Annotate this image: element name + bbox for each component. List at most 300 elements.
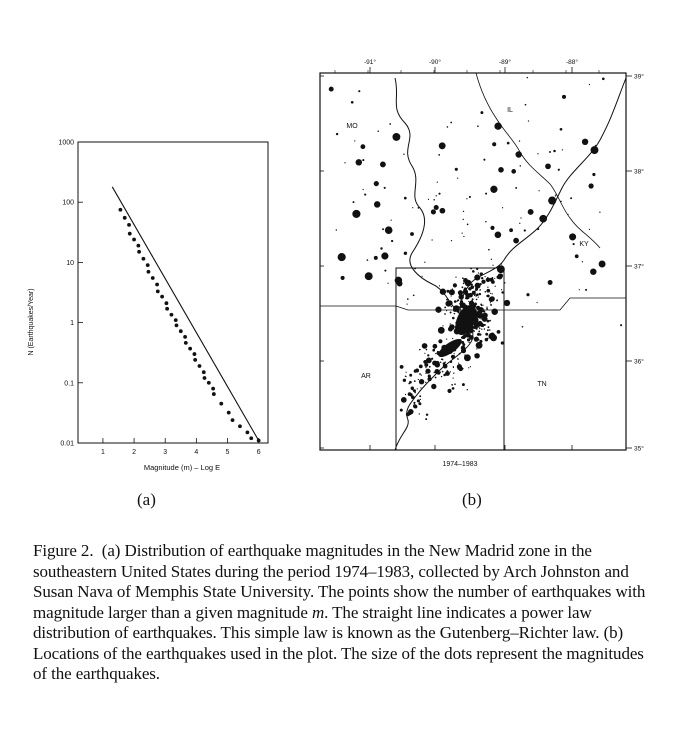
epicenter-dot <box>463 211 464 212</box>
x-tick-label: 4 <box>194 449 199 456</box>
epicenter-dot <box>520 165 522 167</box>
epicenter-dot <box>526 293 529 296</box>
epicenter-dot <box>485 313 486 314</box>
epicenter-dot <box>425 382 426 383</box>
epicenter-dot <box>487 295 489 297</box>
epicenter-dot <box>462 349 463 350</box>
epicenter-dot <box>537 228 539 230</box>
data-point <box>202 370 206 374</box>
epicenter-dot <box>442 371 444 373</box>
epicenter-dot <box>426 413 428 415</box>
epicenter-dot <box>451 295 452 296</box>
caption-text-1: (a) Distribution of earthquake magnitudes in the New Madrid zone in the southeastern United States during the period 1974–1983, collected by Arch Johnston and Susan Nava of Memphis State University. The points show the number of earthquakes with magnitude larger than a given magnitude <box>33 541 646 622</box>
epicenter-dot <box>467 389 468 390</box>
data-point <box>170 313 174 317</box>
epicenter-dot <box>478 308 480 310</box>
y-tick-label: 100 <box>62 199 74 207</box>
epicenter-dot <box>458 362 459 363</box>
data-point <box>203 376 207 380</box>
illinois-boundary <box>476 73 600 248</box>
epicenter-dot <box>476 293 479 296</box>
epicenter-dot <box>599 261 606 268</box>
epicenter-dot <box>538 190 539 191</box>
epicenter-dot <box>441 376 442 377</box>
epicenter-dot <box>418 402 421 405</box>
epicenter-dot <box>444 313 446 315</box>
data-point <box>174 318 178 322</box>
data-point <box>128 232 132 236</box>
epicenter-dot <box>407 298 409 300</box>
epicenter-dot <box>495 286 496 287</box>
epicenter-dot <box>492 293 493 294</box>
epicenter-dot <box>473 326 476 329</box>
epicenter-dot <box>380 161 386 167</box>
epicenter-dot <box>528 209 534 215</box>
data-point <box>137 250 141 254</box>
epicenter-dot <box>391 220 392 221</box>
epicenter-dot <box>481 280 485 284</box>
epicenter-dot <box>452 387 455 390</box>
epicenter-dot <box>466 198 467 199</box>
epicenter-dot <box>461 286 463 288</box>
epicenter-dot <box>353 201 355 203</box>
epicenter-dot <box>356 159 362 165</box>
data-point <box>151 276 155 280</box>
epicenter-dot <box>423 360 427 364</box>
epicenter-dot <box>419 395 421 397</box>
epicenter-dot <box>525 104 527 106</box>
epicenter-dot <box>465 280 472 287</box>
epicenter-dot <box>428 374 431 377</box>
epicenter-dot <box>573 243 575 245</box>
data-point <box>142 257 146 261</box>
epicenter-dot <box>454 300 457 303</box>
epicenter-dot <box>485 221 486 222</box>
epicenter-dot <box>424 353 425 354</box>
epicenter-dot <box>419 349 421 351</box>
epicenter-dot <box>487 329 489 331</box>
epicenter-dot <box>620 324 622 326</box>
epicenter-dot <box>590 268 596 274</box>
epicenter-dot <box>479 340 482 343</box>
epicenter-dot <box>469 196 471 198</box>
epicenter-dot <box>341 276 345 280</box>
epicenter-dot <box>414 267 416 269</box>
epicenter-dot <box>465 296 467 298</box>
epicenter-dot <box>476 306 477 307</box>
epicenter-dot <box>421 375 422 376</box>
epicenter-dot <box>490 186 497 193</box>
epicenter-dot <box>449 324 455 330</box>
epicenter-dot <box>459 303 461 305</box>
epicenter-dot <box>489 297 494 302</box>
epicenter-dot <box>470 366 471 367</box>
epicenter-dot <box>592 173 595 176</box>
epicenter-dot <box>435 307 441 313</box>
epicenter-dot <box>436 371 438 373</box>
data-point <box>155 283 159 287</box>
epicenter-dot <box>582 139 588 145</box>
epicenter-dot <box>567 214 568 215</box>
epicenter-dot <box>519 223 520 224</box>
epicenter-dot <box>481 318 482 319</box>
epicenter-dot <box>511 169 516 174</box>
data-point <box>231 418 235 422</box>
epicenter-dot <box>462 277 464 279</box>
epicenter-dot <box>496 299 498 301</box>
epicenter-dot <box>491 259 492 260</box>
epicenter-dot <box>453 283 457 287</box>
epicenter-dot <box>387 283 388 284</box>
epicenter-dot <box>485 333 488 336</box>
epicenter-dot <box>411 386 414 389</box>
epicenter-dot <box>426 349 428 351</box>
epicenter-dot <box>331 88 332 89</box>
epicenter-dot <box>364 194 366 196</box>
epicenter-dot <box>466 359 468 361</box>
epicenter-dot <box>478 297 479 298</box>
epicenter-dot <box>422 343 428 349</box>
epicenter-dot <box>367 259 369 261</box>
epicenter-dot <box>463 236 464 237</box>
epicenter-dot <box>446 338 447 339</box>
epicenter-dot <box>457 310 460 313</box>
epicenter-dot <box>413 404 417 408</box>
epicenter-dot <box>478 315 479 316</box>
epicenter-dot <box>492 142 496 146</box>
epicenter-dot <box>476 342 483 349</box>
epicenter-dot <box>414 369 417 372</box>
epicenter-dot <box>462 383 465 386</box>
epicenter-dot <box>440 208 446 214</box>
epicenter-dot <box>480 283 482 285</box>
epicenter-dot <box>472 291 476 295</box>
epicenter-dot <box>562 149 563 150</box>
epicenter-dot <box>502 207 503 208</box>
data-point <box>188 347 192 351</box>
epicenter-dot <box>522 326 524 328</box>
y-tick-label: 10 <box>66 259 74 267</box>
epicenter-dot <box>380 247 382 249</box>
epicenter-dot <box>436 195 437 196</box>
epicenter-dot <box>475 288 478 291</box>
epicenter-dot <box>570 197 572 199</box>
epicenter-dot <box>352 210 360 218</box>
data-point <box>183 335 187 339</box>
epicenter-dot <box>480 289 481 290</box>
epicenter-dot <box>451 355 455 359</box>
epicenter-dot <box>455 168 458 171</box>
epicenter-dot <box>362 159 364 161</box>
epicenter-dot <box>437 181 438 182</box>
caption-lead: Figure 2. <box>33 541 94 560</box>
epicenter-dot <box>462 233 463 234</box>
epicenter-dot <box>549 151 551 153</box>
epicenter-dot <box>537 302 538 303</box>
state-label: TN <box>537 381 547 388</box>
epicenter-dot <box>430 359 431 360</box>
epicenter-dot <box>462 348 463 349</box>
epicenter-dot <box>450 122 452 124</box>
epicenter-dot <box>446 310 447 311</box>
data-point <box>219 402 223 406</box>
epicenter-dot <box>419 365 423 369</box>
data-point <box>160 295 164 299</box>
epicenter-dot <box>478 272 479 273</box>
epicenter-dot <box>560 128 563 131</box>
epicenter-dot <box>450 323 451 324</box>
epicenter-dot <box>476 268 478 270</box>
epicenter-dot <box>490 304 492 306</box>
epicenter-dot <box>468 301 469 302</box>
epicenter-dot <box>431 209 436 214</box>
epicenter-dot <box>438 193 440 195</box>
epicenter-dot <box>471 284 473 286</box>
epicenter-dot <box>490 302 491 303</box>
data-point <box>165 301 169 305</box>
epicenter-dot <box>351 101 354 104</box>
epicenter-dot <box>553 150 556 153</box>
lon-tick-label: -90° <box>429 59 441 66</box>
epicenter-dot <box>450 371 451 372</box>
epicenter-dot <box>418 379 419 380</box>
epicenter-dot <box>481 305 482 306</box>
epicenter-dot <box>454 353 455 354</box>
data-point <box>119 208 123 212</box>
epicenter-dot <box>441 358 443 360</box>
epicenter-dot <box>452 317 455 320</box>
epicenter-dot <box>405 376 406 377</box>
epicenter-dot <box>489 320 491 322</box>
epicenter-dot <box>486 308 488 310</box>
epicenter-dot <box>417 399 420 402</box>
data-point <box>175 323 179 327</box>
epicenter-dot <box>409 381 412 384</box>
epicenter-dot <box>487 320 490 323</box>
data-point <box>193 358 197 362</box>
epicenter-dot <box>478 330 480 332</box>
data-point <box>123 216 127 220</box>
epicenter-dot <box>484 276 485 277</box>
epicenter-dot <box>458 290 463 295</box>
x-tick-label: 2 <box>132 449 137 456</box>
epicenter-dot <box>491 333 494 336</box>
epicenter-dot <box>384 187 386 189</box>
epicenter-dot <box>457 178 458 179</box>
epicenter-dot <box>487 326 489 328</box>
epicenter-dot <box>434 205 439 210</box>
epicenter-dot <box>447 389 451 393</box>
epicenter-dot <box>524 229 526 231</box>
epicenter-dot <box>463 334 467 338</box>
epicenter-dot <box>504 300 510 306</box>
epicenter-dot <box>451 306 452 307</box>
lon-tick-label: -91° <box>364 59 376 66</box>
epicenter-dot <box>479 293 481 295</box>
epicenter-dot <box>413 402 415 404</box>
epicenter-dot <box>484 291 486 293</box>
epicenter-dot <box>461 294 463 296</box>
epicenter-dot <box>509 228 513 232</box>
epicenter-dot <box>329 87 334 92</box>
epicenter-dot <box>589 183 594 188</box>
epicenter-dot <box>498 274 501 277</box>
epicenter-dot <box>467 224 469 226</box>
epicenter-dot <box>490 293 491 294</box>
epicenter-dot <box>440 289 446 295</box>
lon-tick-label: -89° <box>499 59 511 66</box>
epicenter-dot <box>487 287 488 288</box>
epicenter-dot <box>381 252 388 259</box>
epicenter-dot <box>548 197 556 205</box>
data-point <box>245 430 249 434</box>
epicenter-dot <box>589 84 590 85</box>
epicenter-dot <box>582 261 583 262</box>
epicenter-dot <box>480 272 483 275</box>
epicenter-dot <box>365 272 373 280</box>
epicenter-dot <box>384 270 386 272</box>
epicenter-dot <box>480 111 483 114</box>
state-label: IL <box>507 107 513 114</box>
epicenter-dot <box>485 193 487 195</box>
state-label: KY <box>579 241 589 248</box>
figure-caption <box>33 541 653 685</box>
epicenter-dot <box>438 339 442 343</box>
epicenter-dot <box>450 361 452 363</box>
epicenter-dot <box>338 253 346 261</box>
epicenter-dot <box>410 232 414 236</box>
data-point <box>136 244 140 248</box>
epicenter-dot <box>470 285 474 289</box>
epicenter-dot <box>465 293 469 297</box>
epicenter-dot <box>476 299 478 301</box>
epicenter-dot <box>477 125 479 127</box>
epicenter-dot <box>425 367 426 368</box>
epicenter-dot <box>487 338 489 340</box>
data-point <box>193 352 197 356</box>
epicenter-dot <box>474 337 479 342</box>
epicenter-dot <box>560 201 562 203</box>
epicenter-dot <box>548 280 553 285</box>
epicenter-dot <box>429 366 431 368</box>
epicenter-dot <box>488 249 490 251</box>
epicenter-dot <box>515 151 521 157</box>
epicenter-dot <box>428 199 429 200</box>
epicenter-dot <box>440 362 441 363</box>
epicenter-dot <box>433 199 435 201</box>
epicenter-dot <box>409 374 412 377</box>
epicenter-dot <box>344 162 345 163</box>
epicenter-dot <box>515 187 517 189</box>
epicenter-dot <box>442 325 443 326</box>
epicenter-dot <box>490 226 494 230</box>
data-point <box>198 364 202 368</box>
epicenter-dot <box>591 146 599 154</box>
epicenter-dot <box>336 229 337 230</box>
x-tick-label: 5 <box>225 449 230 456</box>
epicenter-dot <box>464 279 465 280</box>
epicenter-dot <box>451 240 452 241</box>
epicenter-dot <box>374 181 379 186</box>
data-point <box>165 307 169 311</box>
epicenter-dot <box>401 397 407 403</box>
epicenter-dot <box>595 145 597 147</box>
epicenter-dot <box>362 189 363 190</box>
epicenter-dot <box>477 333 480 336</box>
epicenter-dot <box>459 353 461 355</box>
epicenter-dot <box>413 294 415 296</box>
epicenter-dot <box>336 133 338 135</box>
epicenter-dot <box>354 140 355 141</box>
epicenter-dot <box>418 207 420 209</box>
epicenter-dot <box>444 306 446 308</box>
caption-variable-m: m <box>311 602 325 622</box>
y-tick-label: 0.01 <box>60 440 74 448</box>
epicenter-dot <box>494 278 495 279</box>
epicenter-dot <box>452 338 453 339</box>
panel-b-label: (b) <box>462 490 482 509</box>
epicenter-dot <box>558 169 560 171</box>
panel-a-chart <box>20 130 280 480</box>
map-frame <box>320 73 626 450</box>
x-tick-label: 3 <box>163 449 168 456</box>
epicenter-dot <box>481 277 483 279</box>
epicenter-dot <box>439 285 440 286</box>
epicenter-dot <box>545 163 551 169</box>
epicenter-dot <box>539 215 547 223</box>
epicenter-dot <box>419 373 421 375</box>
epicenter-dot <box>391 240 393 242</box>
epicenter-dot <box>495 231 502 238</box>
epicenter-dot <box>443 374 446 377</box>
epicenter-dot <box>555 195 556 196</box>
data-point <box>184 341 188 345</box>
lon-tick-label: -88° <box>566 59 578 66</box>
epicenter-dot <box>449 289 455 295</box>
epicenter-dot <box>450 312 452 314</box>
data-point <box>238 424 242 428</box>
epicenter-dot <box>492 265 493 266</box>
epicenter-dot <box>404 197 407 200</box>
epicenter-dot <box>455 276 456 277</box>
epicenter-dot <box>454 306 455 307</box>
epicenter-dot <box>414 380 416 382</box>
epicenter-dot <box>445 301 451 307</box>
data-point <box>249 436 253 440</box>
epicenter-dot <box>463 219 464 220</box>
epicenter-dot <box>374 201 381 208</box>
epicenter-dot <box>463 368 464 369</box>
epicenter-dot <box>537 153 538 154</box>
epicenter-dot <box>358 90 360 92</box>
x-tick-label: 1 <box>100 449 105 456</box>
epicenter-dot <box>504 282 505 283</box>
epicenter-dot <box>439 142 446 149</box>
data-point <box>211 387 215 391</box>
data-point <box>132 238 136 242</box>
epicenter-dot <box>403 154 404 155</box>
epicenter-dot <box>453 378 454 379</box>
epicenter-dot <box>474 303 477 306</box>
epicenter-dot <box>470 268 472 270</box>
epicenter-dot <box>501 341 504 344</box>
epicenter-dot <box>412 207 413 208</box>
epicenter-dot <box>403 379 406 382</box>
epicenter-dot <box>497 265 505 273</box>
epicenter-dot <box>599 212 600 213</box>
epicenter-dot <box>484 324 486 326</box>
lat-tick-label: 37° <box>634 263 644 271</box>
